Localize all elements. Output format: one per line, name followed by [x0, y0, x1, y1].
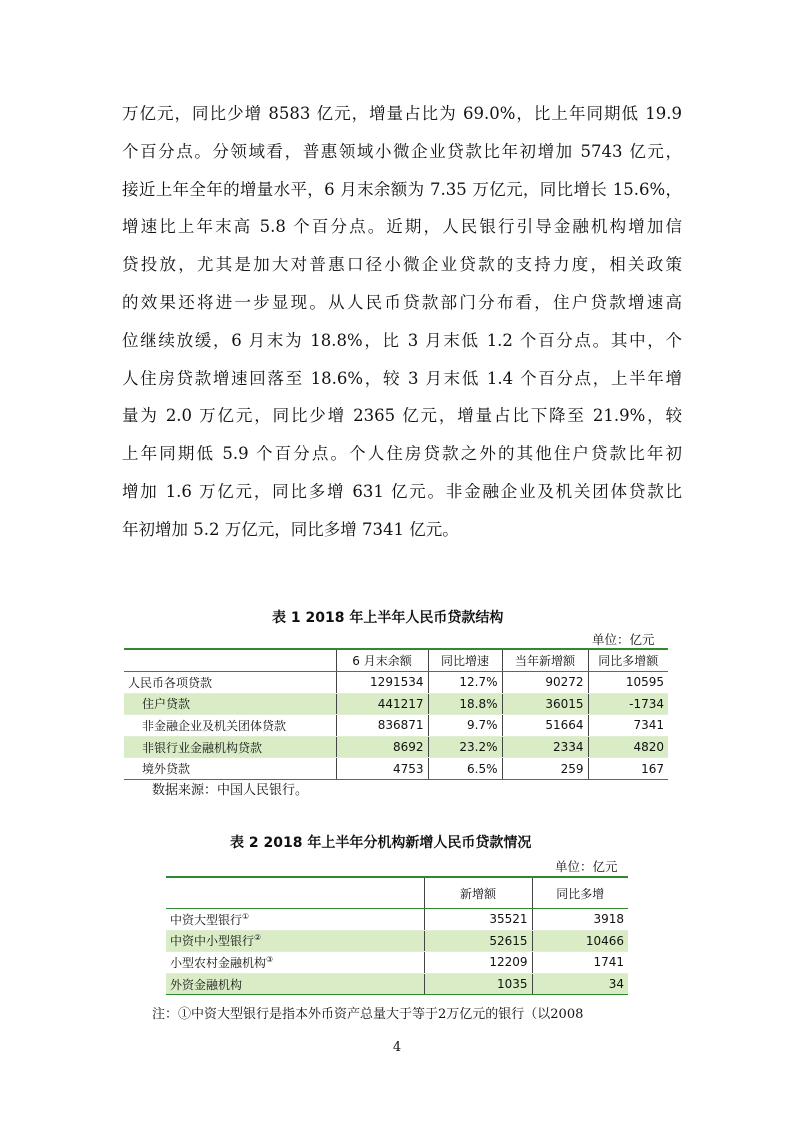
table-row [124, 736, 668, 758]
table-row [166, 909, 628, 931]
cell-value: 4820 [588, 736, 668, 758]
table2-header-cell: 新增额 [424, 877, 532, 909]
table1-unit: 单位：亿元 [592, 632, 655, 647]
cell-value: 836871 [336, 715, 428, 737]
paragraph-line: 量为 2.0 万亿元，同比少增 2365 亿元，增量占比下降至 21.9%，较 [122, 406, 682, 426]
cell-value: -1734 [588, 693, 668, 715]
table1-header-row [124, 649, 668, 672]
cell-value: 12.7% [428, 672, 502, 694]
row-label: 境外贷款 [124, 758, 336, 780]
paragraph-line: 位继续放缓，6 月末为 18.8%，比 3 月末低 1.2 个百分点。其中，个 [122, 330, 682, 350]
table-row [124, 715, 668, 737]
table-row [166, 952, 628, 974]
cell-value: 52615 [424, 930, 532, 952]
paragraph-line: 万亿元，同比少增 8583 亿元，增量占比为 69.0%，比上年同期低 19.9 [122, 104, 682, 123]
table2-header-cell [166, 877, 424, 909]
table1-header-cell: 同比多增额 [588, 649, 668, 672]
cell-value: 7341 [588, 715, 668, 737]
table1-caption: 表 1 2018 年上半年人民币贷款结构 [272, 610, 504, 626]
row-label: 住户贷款 [124, 693, 336, 715]
cell-value: 18.8% [428, 693, 502, 715]
row-label: 人民币各项贷款 [124, 672, 336, 694]
cell-value: 23.2% [428, 736, 502, 758]
table1-header-cell: 6 月末余额 [336, 649, 428, 672]
cell-value: 34 [532, 973, 628, 995]
cell-value: 8692 [336, 736, 428, 758]
paragraph-line: 的效果还将进一步显现。从人民币贷款部门分布看，住户贷款增速高 [122, 292, 682, 312]
table2-caption: 表 2 2018 年上半年分机构新增人民币贷款情况 [230, 835, 532, 851]
body-paragraph [122, 95, 682, 549]
paragraph-line: 年初增加 5.2 万亿元，同比多增 7341 亿元。 [122, 519, 459, 539]
cell-value: 1741 [532, 952, 628, 974]
table1-header-cell [124, 649, 336, 672]
cell-value: 51664 [502, 715, 588, 737]
cell-value: 1291534 [336, 672, 428, 694]
table1-source: 数据来源：中国人民银行。 [152, 783, 309, 798]
cell-value: 1035 [424, 973, 532, 995]
cell-value: 259 [502, 758, 588, 780]
paragraph-line: 增加 1.6 万亿元，同比多增 631 亿元。非金融企业及机关团体贷款比 [122, 481, 682, 501]
page-number: 4 [392, 1040, 402, 1055]
row-label [166, 973, 424, 995]
row-label [166, 952, 424, 974]
row-label-text: 中资大型银行 [170, 912, 243, 927]
cell-value: 10595 [588, 672, 668, 694]
cell-value: 6.5% [428, 758, 502, 780]
row-label [166, 909, 424, 931]
paragraph-line: 接近上年全年的增量水平，6 月末余额为 7.35 万亿元，同比增长 15.6%， [122, 179, 682, 199]
table1-header-cell: 同比增速 [428, 649, 502, 672]
row-label: 非金融企业及机关团体贷款 [124, 715, 336, 737]
cell-value: 35521 [424, 909, 532, 931]
cell-value: 9.7% [428, 715, 502, 737]
cell-value: 10466 [532, 930, 628, 952]
table2-header-cell: 同比多增 [532, 877, 628, 909]
paragraph-line: 个百分点。分领域看，普惠领域小微企业贷款比年初增加 5743 亿元， [122, 141, 682, 161]
paragraph-line: 贷投放，尤其是加大对普惠口径小微企业贷款的支持力度，相关政策 [122, 255, 682, 275]
table2 [166, 876, 628, 995]
cell-value: 441217 [336, 693, 428, 715]
row-label: 非银行业金融机构贷款 [124, 736, 336, 758]
row-label-text: 中资中小型银行 [170, 934, 255, 949]
cell-value: 4753 [336, 758, 428, 780]
cell-value: 12209 [424, 952, 532, 974]
table-row [124, 672, 668, 694]
table1 [124, 648, 668, 780]
cell-value: 3918 [532, 909, 628, 931]
table2-header-row [166, 877, 628, 909]
paragraph-line: 上年同期低 5.9 个百分点。个人住房贷款之外的其他住户贷款比年初 [122, 444, 682, 464]
table2-note: 注：①中资大型银行是指本外币资产总量大于等于2万亿元的银行（以2008 [152, 1007, 584, 1022]
paragraph-line: 增速比上年末高 5.8 个百分点。近期，人民银行引导金融机构增加信 [122, 217, 682, 237]
table2-unit: 单位：亿元 [555, 859, 618, 874]
cell-value: 36015 [502, 693, 588, 715]
table-row [166, 973, 628, 995]
row-label-text: 小型农村金融机构 [170, 955, 267, 970]
table1-header-cell: 当年新增额 [502, 649, 588, 672]
cell-value: 90272 [502, 672, 588, 694]
table-row [124, 758, 668, 780]
footnote-mark: ① [242, 911, 250, 921]
footnote-mark: ③ [266, 954, 274, 964]
table-row [124, 693, 668, 715]
footnote-mark: ② [254, 933, 262, 943]
row-label-text: 外资金融机构 [170, 977, 243, 992]
row-label [166, 930, 424, 952]
cell-value: 167 [588, 758, 668, 780]
cell-value: 2334 [502, 736, 588, 758]
table-row [166, 930, 628, 952]
paragraph-line: 人住房贷款增速回落至 18.6%，较 3 月末低 1.4 个百分点，上半年增 [122, 368, 682, 388]
